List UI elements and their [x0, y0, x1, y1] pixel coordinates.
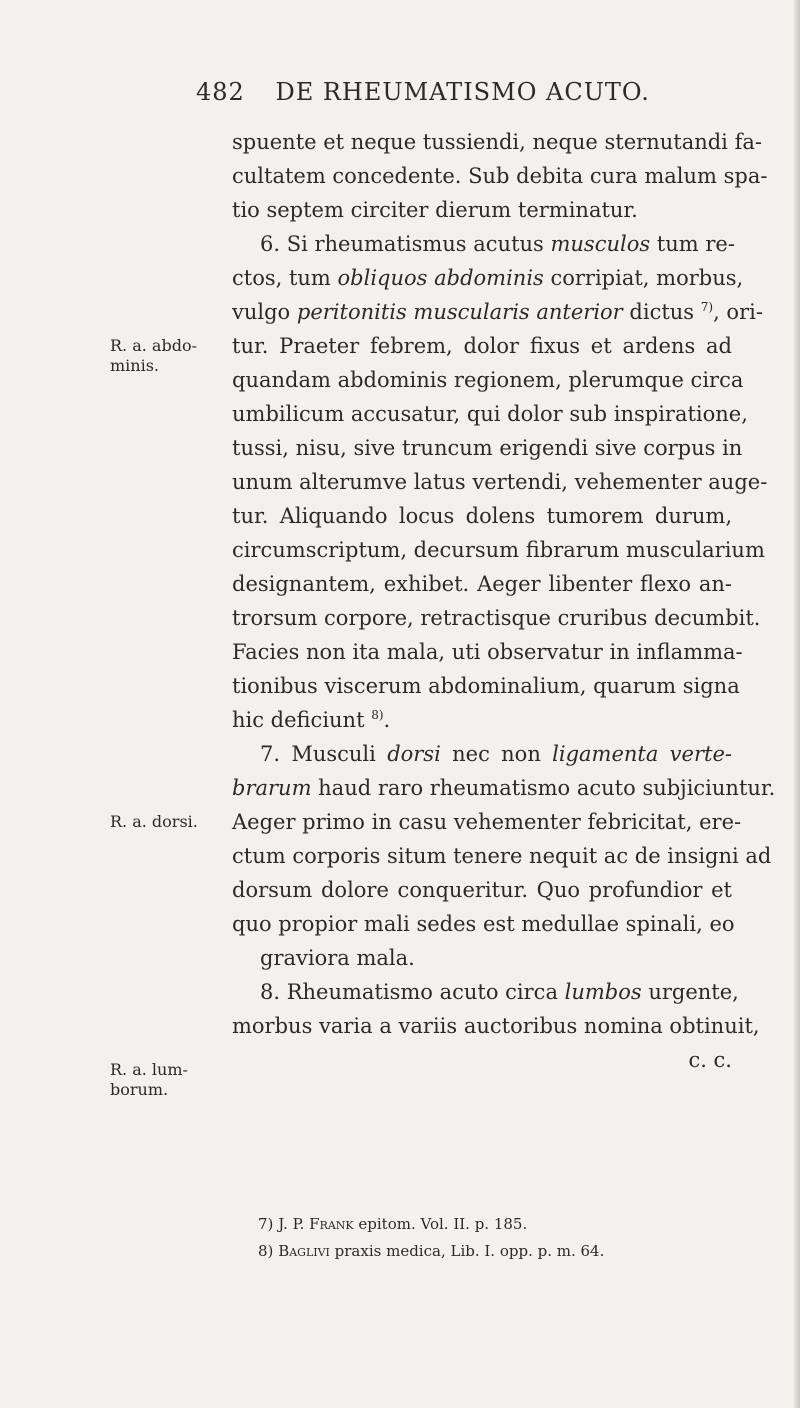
text-line: trorsum corpore, retractisque cruribus decumbit. [232, 606, 761, 630]
text-line: ctum corporis situm tenere nequit ac de insigni ad [232, 844, 772, 868]
text-line: vulgo peritonitis muscularis anterior dictus $^{7)}$, ori- [232, 300, 763, 324]
text-line: tur. Praeter febrem, dolor fixus et ardens ad [232, 334, 732, 358]
body-text [232, 125, 776, 1077]
footnotes [258, 1211, 718, 1265]
text-line: Aeger primo in casu vehementer febricitat, ere- [232, 810, 742, 834]
text-line: designantem, exhibet. Aeger libenter flexo an- [232, 572, 732, 596]
text-line: tussi, nisu, sive truncum erigendi sive corpus in [232, 436, 743, 460]
running-header [196, 78, 696, 106]
footnote-7: 7) J. P. Frank epitom. Vol. II. p. 185. [258, 1215, 528, 1233]
text-line: morbus varia a variis auctoribus nomina obtinuit, [232, 1014, 760, 1038]
text-line: tur. Aliquando locus dolens tumorem durum, [232, 504, 732, 528]
text-line: brarum haud raro rheumatismo acuto subjiciuntur. [232, 776, 776, 800]
text-line: tionibus viscerum abdominalium, quarum signa [232, 674, 740, 698]
text-line: ctos, tum obliquos abdominis corripiat, morbus, [232, 266, 744, 290]
section-8-first-line: 8. Rheumatismo acuto circa lumbos urgente, [260, 980, 739, 1004]
footnote-8: 8) Baglivi praxis medica, Lib. I. opp. p. m. 64. [258, 1242, 605, 1260]
text-line: graviora mala. [260, 946, 415, 970]
text-line: spuente et neque tussiendi, neque sternutandi fa- [232, 130, 762, 154]
text-line: circumscriptum, decursum fibrarum muscularium [232, 538, 765, 562]
text-line: dorsum dolore conqueritur. Quo profundior et [232, 878, 732, 902]
margin-note-dorsi: R. a. dorsi. [110, 812, 198, 831]
text-line: cultatem concedente. Sub debita cura malum spa- [232, 164, 768, 188]
text-line: quandam abdominis regionem, plerumque circa [232, 368, 744, 392]
margin-note-abdominis: R. a. abdo- minis. [110, 336, 197, 375]
text-line: tio septem circiter dierum terminatur. [232, 198, 638, 222]
footnote-ref-8: 8) [371, 708, 384, 722]
margin-note-lumborum: R. a. lum- borum. [110, 1060, 188, 1099]
text-line: hic deficiunt $^{8)}$. [232, 708, 391, 732]
text-line: unum alterumve latus vertendi, vehementer auge- [232, 470, 768, 494]
text-line: Facies non ita mala, uti observatur in inflamma- [232, 640, 743, 664]
footnote-ref-7: 7) [700, 300, 714, 314]
text-line: quo propior mali sedes est medullae spinali, eo [232, 912, 735, 936]
catchword: c. c. [688, 1048, 732, 1072]
running-title: DE RHEUMATISMO ACUTO. [275, 78, 650, 106]
page-number: 482 [196, 78, 245, 106]
section-7-first-line: 7. Musculi dorsi nec non ligamenta verte- [260, 742, 732, 766]
page-edge [794, 0, 800, 1408]
section-6-first-line: 6. Si rheumatismus acutus musculos tum re- [260, 232, 735, 256]
text-line: umbilicum accusatur, qui dolor sub inspiratione, [232, 402, 748, 426]
